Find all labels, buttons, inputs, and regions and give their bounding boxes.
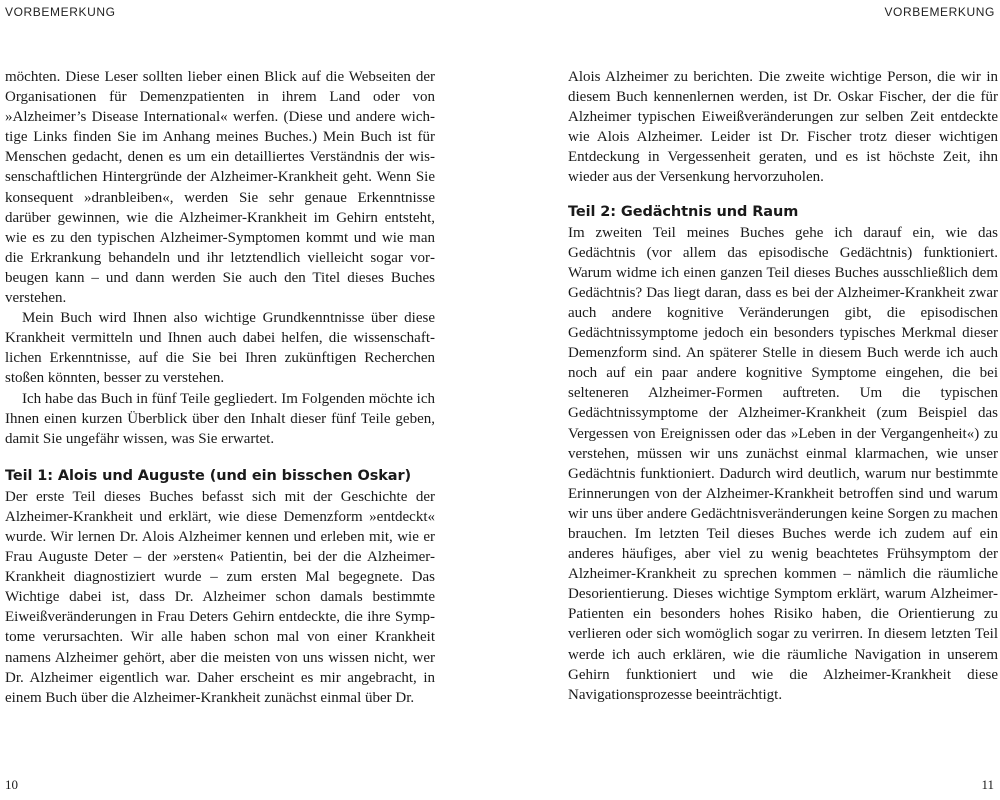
page-body: [568, 67, 998, 705]
section-heading: Teil 2: Gedächtnis und Raum: [568, 203, 799, 220]
running-head: VORBEMERKUNG: [5, 5, 116, 19]
running-head: VORBEMERKUNG: [884, 5, 995, 19]
paragraph: Mein Buch wird Ihnen also wichtige Grundkenntnisse über diese Krankheit vermitteln und Ihnen auch dabei helfen, die wissenschaftlichen Erkenntnisse, auf die Sie bei Ihren zukünftigen Recherchen stoßen könnten, besser zu verstehen.: [5, 310, 435, 387]
page-body: [5, 67, 435, 708]
page-number: 11: [981, 777, 994, 792]
page-number: 10: [5, 777, 18, 792]
right-page: [500, 0, 1000, 800]
paragraph: möchten. Diese Leser sollten lieber einen Blick auf die Webseiten der Organisationen für Demenzpatienten in ihrem Land oder von »Alzheimer’s Disease International« werfen. (Diese und andere wichtige Links finden Sie im Anhang meines Buches.) Mein Buch ist für Menschen gedacht, denen es um ein detailliertes Verständnis der wissenschaftlichen Hintergründe der Alzheimer-Krankheit geht. Wenn Sie konsequent »dranbleiben«, werden Sie sehr genaue Erkenntnisse darüber gewinnen, wie die Alzheimer-Krankheit im Gehirn entsteht, wie es zu den typischen Alzheimer-Symptomen kommt und wie man die Erkrankung behandeln und ihr letztendlich vielleicht sogar vorbeugen kann – und dann werden Sie auch den Titel dieses Buches verstehen.: [5, 69, 435, 307]
section-heading: Teil 1: Alois und Auguste (und ein bisschen Oskar): [5, 467, 412, 484]
paragraph: Ich habe das Buch in fünf Teile gegliedert. Im Folgenden möchte ich Ihnen einen kurzen Überblick über den Inhalt dieser fünf Teile geben, damit Sie ungefähr wissen, was Sie erwartet.: [5, 390, 435, 447]
paragraph: Alois Alzheimer zu berichten. Die zweite wichtige Person, die wir in diesem Buch kennenlernen werden, ist Dr. Oskar Fischer, der die für Alzheimer typischen Eiweißveränderungen zur selben Zeit entdeckte wie Alois Alzheimer. Leider ist Dr. Fischer trotz dieser wichtigen Entdeckung in Vergessenheit geraten, und es ist höchste Zeit, ihn wieder aus der Versenkung hervorzuholen.: [568, 69, 998, 186]
paragraph: Im zweiten Teil meines Buches gehe ich darauf ein, wie das Gedächtnis (vor allem das episodische Gedächtnis) funktioniert. Warum widme ich einen ganzen Teil dieses Buches ausschließlich dem Gedächtnis? Das liegt daran, dass es bei der Alzheimer-Krankheit zwar auch andere kognitive Veränderungen gibt, die episodischen Gedächtnissymptome jedoch ein besonders typisches Merkmal dieser Demenzform sind. An späterer Stelle in diesem Buch werde ich auch noch auf ein paar andere kognitive Symptome eingehen, die bei selteneren Alzheimer-Formen auftreten. Um die typischen Gedächtnissymptome der Alzheimer-Krankheit (zum Beispiel das Vergessen von Ereignissen oder das »Leben in der Vergangenheit«) zu verstehen, müssen wir uns zunächst einmal klarmachen, wie unser Gedächtnis funktioniert. Dadurch wird deutlich, warum nur bestimmte Erinnerungen von der Alzheimer-Krankheit betroffen sind und warum wir uns über andere Gedächtnisveränderungen keine Sorgen zu machen brauchen. Im letzten Teil dieses Buches werde ich zudem auf ein anderes häufiges, aber viel zu wenig beachtetes Frühsymptom der Alzheimer-Krankheit zu sprechen kommen – nämlich die räumliche Desorientierung. Dieses wichtige Symptom erklärt, warum Alzheimer-Patienten ein besonders hohes Risiko haben, die Orientierung zu verlieren oder sich womöglich sogar zu verirren. In diesem letzten Teil werde ich auch erklären, wie die räumliche Navigation in unserem Gehirn funktioniert und wie die Alzheimer-Krankheit diese Navigationsprozesse beeinträchtigt.: [568, 224, 998, 703]
paragraph: Der erste Teil dieses Buches befasst sich mit der Geschichte der Alzheimer-Krankheit und erklärt, wie diese Demenzform »entdeckt« wurde. Wir lernen Dr. Alois Alzheimer kennen und erleben mit, wie er Frau Auguste Deter – der »ersten« Patientin, bei der die Alzheimer-Krankheit diagnostiziert wurde – zum ersten Mal begegnete. Das Wichtige dabei ist, dass Dr. Alzheimer schon damals bestimmte Eiweißveränderungen in Frau Deters Gehirn entdeckte, die ihre Symptome verursachten. Wir alle haben schon mal von einer Krankheit namens Alzheimer gehört, aber die meisten von uns wissen nicht, wer Dr. Alzheimer eigentlich war. Daher erscheint es mir angebracht, in einem Buch über die Alzheimer-Krankheit zunächst einmal über Dr.: [5, 488, 435, 706]
